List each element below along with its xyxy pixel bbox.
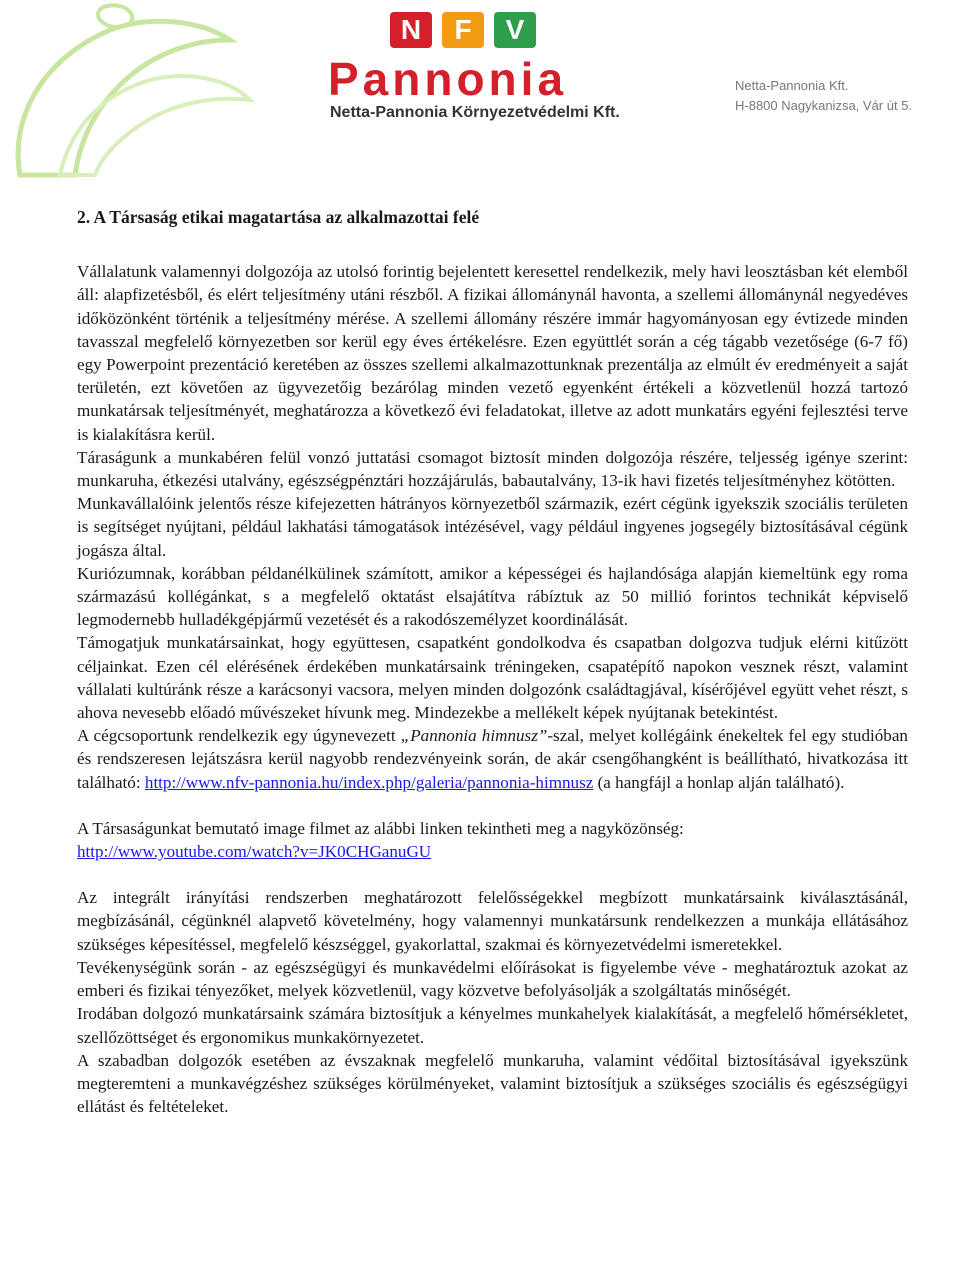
page-header: [0, 0, 960, 160]
address-line-1: Netta-Pannonia Kft.: [735, 78, 849, 93]
logo-tile-f: F: [442, 12, 484, 48]
paragraph-teamwork: Támogatjuk munkatársainkat, hogy együttesen, csapatként gondolkodva és csapatban dolgozva tudjuk elérni kitűzött céljainkat. Ezen cél elérésének érdekében munkatársaink tréningeken, csapatépítő napokon vesznek részt, valamint vállalati kultúránk része a karácsonyi vacsora, melyen minden dolgozónk családtagjával, kísérőjével együtt vehet részt, s ahova nevesebb előadó művészeket hívunk meg. Mindezekbe a mellékelt képek nyújtanak betekintést.: [77, 633, 908, 723]
anthem-note: (a hangfájl a honlap alján található).: [593, 772, 845, 792]
anthem-text-before: A cégcsoportunk rendelkezik egy úgynevezett: [77, 726, 401, 746]
logo-tiles: [390, 12, 536, 48]
paragraph-qualification: Az integrált irányítási rendszerben meghatározott felelősségekkel megbízott munkatársaink kiválasztásánál, megbízásánál, cégünknél alapvető követelmény, hogy valamennyi munkatársunk rendelkezzen a munkája ellátásához szükséges képesítéssel, megfelelő készséggel, gyakorlattal, szakmai és környezetvédelmi ismeretekkel.: [77, 888, 908, 954]
paragraph-benefits: Táraságunk a munkabéren felül vonzó juttatási csomagot biztosít minden dolgozója részére, teljesség igénye szerint: munkaruha, étkezési utalvány, egészségpénztári hozzájárulás, babautalvány, 13-ik havi fizetés teljesítményhez kötötten.: [77, 447, 908, 491]
paragraph-office: Irodában dolgozó munkatársaink számára biztosítjuk a kényelmes munkahelyek kialakítását, a megfelelő hőmérsékletet, szellőzöttséget és ergonomikus munkakörnyezetet.: [77, 1004, 908, 1047]
address-line-2: H-8800 Nagykanizsa, Vár út 5.: [735, 98, 913, 113]
image-film-link[interactable]: http://www.youtube.com/watch?v=JK0CHGanuGU: [77, 842, 432, 862]
logo-tile-v: V: [494, 12, 536, 48]
document-body: [77, 206, 908, 1118]
paragraph-outdoor: A szabadban dolgozók esetében az évszaknak megfelelő munkaruha, valamint védőital biztosításával igyekszünk megteremteni a munkavégzéshez szükséges körülményeket, valamint biztosítjuk a szükséges szociális és egészségügyi ellátást és feltételeket.: [77, 1050, 908, 1117]
anthem-title: „Pannonia himnusz”: [400, 726, 548, 746]
paragraph-anthem: [77, 724, 908, 794]
paragraph-curiosity: Kuriózumnak, korábban példanélkülinek számított, amikor a képességei és hajlandósága alapján kiemeltünk egy roma származású kollégánkat, s a megfelelő oktatást elsajátítva rábíztuk az 50 millió forintos technikát képviselő legmodernebb hulladékgépjármű vezetését és a rakodószemélyzet koordinálását.: [77, 563, 908, 630]
paragraph-salary: Vállalatunk valamennyi dolgozója az utolsó forintig bejelentett keresettel rendelkezik, mely havi leosztásban két elemből áll: alapfizetésből, és elért teljesítmény utáni részből. A fizikai állománynál havonta, a szellemi állománynál negyedéves időközönként történik a teljesítmény mérése. A szellemi állomány részére immár hagyományosan egy évtizede minden tavasszal megfelelő környezetben sor kerül egy éves értékelésre. Ezen együttlét során a cég tágabb vezetősége (6-7 fő) egy Powerpoint prezentáció keretében az összes szellemi alkalmazottunknak prezentálja az elmúlt év eredményeit a saját területén, ezt követően az ügyvezetőig bezárólag minden vezető egyenként értékeli a közvetlenül hozzá tartozó munkatársak teljesítményét, meghatározza a következő évi feladatokat, illetve az adott munkatárs egyéni fejlesztési terve is kialakításra kerül.: [77, 262, 908, 444]
paragraph-health-safety: Tevékenységünk során - az egészségügyi és munkavédelmi előírásokat is figyelembe véve - meghatároztuk azokat az emberi és fizikai tényezőket, melyek közvetlenül, vagy közvetve befolyásolják a szolgáltatás minőségét.: [77, 957, 908, 1001]
logo-tile-n: N: [390, 12, 432, 48]
company-address: [735, 76, 912, 116]
leaf-decoration-icon: [0, 0, 300, 180]
paragraph-film-link-wrap: [77, 840, 908, 863]
brand-name: Pannonia: [328, 53, 568, 105]
section-heading: 2. A Társaság etikai magatartása az alkalmazottai felé: [77, 207, 480, 227]
paragraph-image-film: A Társaságunkat bemutató image filmet az alábbi linken tekintheti meg a nagyközönség:: [77, 818, 684, 838]
anthem-link[interactable]: http://www.nfv-pannonia.hu/index.php/galeria/pannonia-himnusz: [144, 772, 594, 792]
company-name: Netta-Pannonia Környezetvédelmi Kft.: [330, 104, 620, 121]
anthem-text-after: -szal, melyet kollégáink énekeltek fel egy studióban és rendszeresen lejátszásra kerül nagyobb rendezvényeink során, de akár csengőhangként is beállítható, hivatkozása itt található:: [77, 726, 908, 792]
paragraph-social-support: Munkavállalóink jelentős része kifejezetten hátrányos környezetből származik, ezért cégünk igyekszik szociális területen is segítséget nyújtani, például lakhatási támogatások intézésével, vagy például ingyenes jogsegély biztosításával cégünk jogásza által.: [77, 494, 908, 560]
